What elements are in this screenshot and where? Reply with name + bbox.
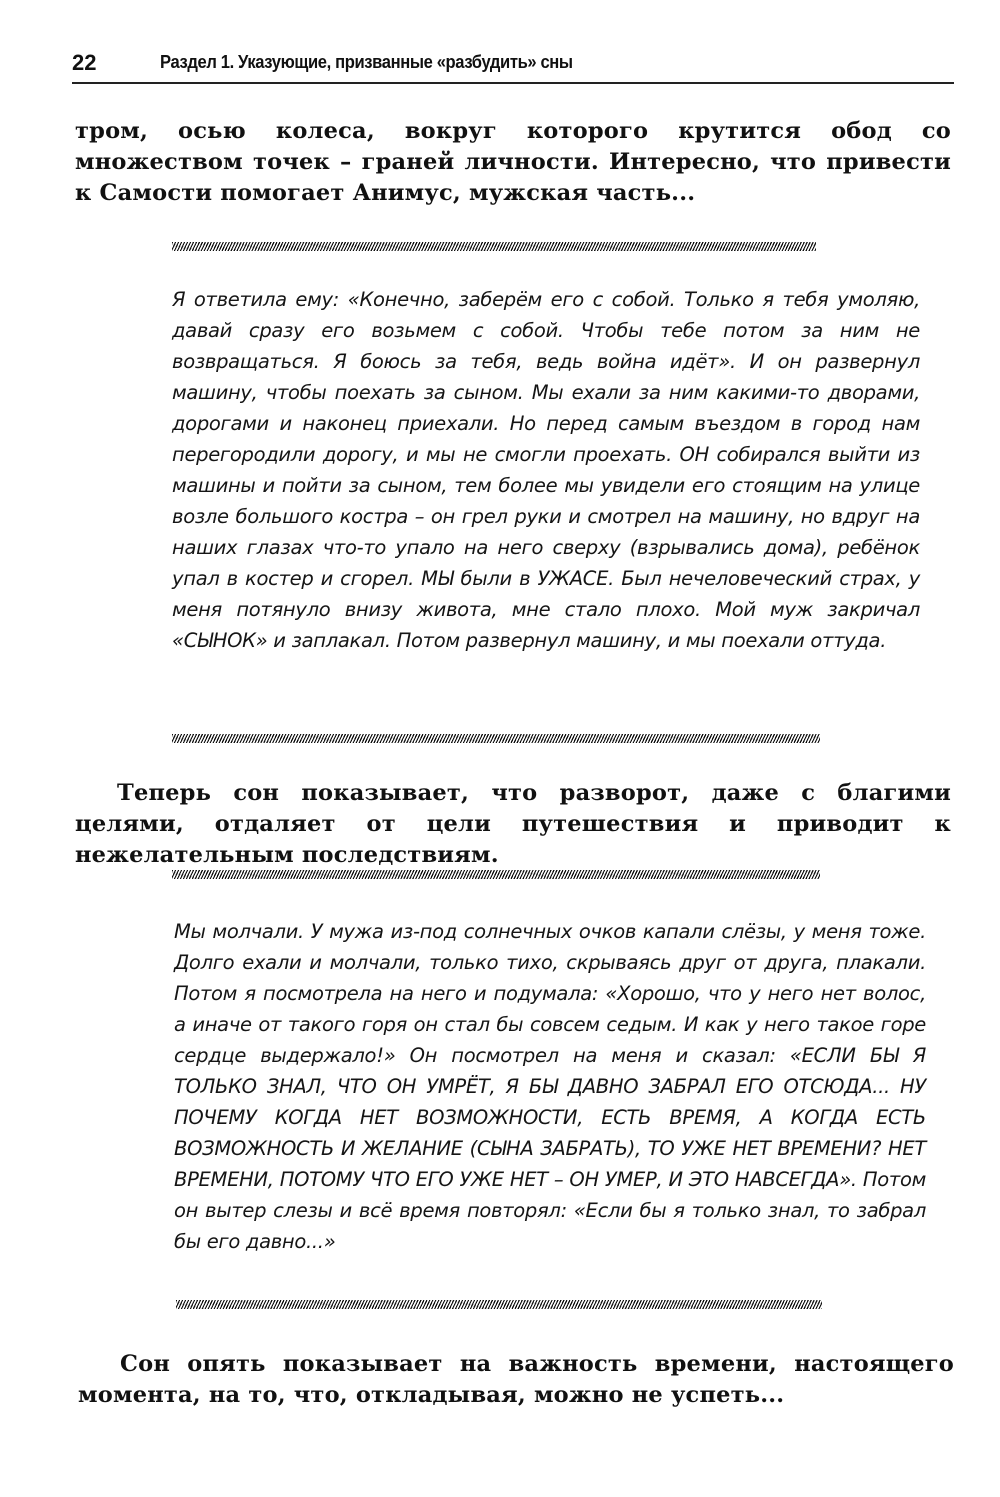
section-divider [172,734,820,743]
running-header [72,50,954,84]
dream-quote-2: Мы молчали. У мужа из-под солнечных очков капали слёзы, у меня тоже. Долго ехали и молчали, только тихо, скрываясь друг от друга, плакали. Потом я посмотрела на него и подумала: «Хорошо, что у него нет волос, а иначе от такого горя он стал бы совсем седым. И как у него такое горе сердце выдержало!» Он посмотрел на меня и сказал: «ЕСЛИ БЫ Я ТОЛЬКО ЗНАЛ, ЧТО ОН УМРЁТ, Я БЫ ДАВНО ЗАБРАЛ ЕГО ОТСЮДА... НУ ПОЧЕМУ КОГДА НЕТ ВОЗМОЖНОСТИ, ЕСТЬ ВРЕМЯ, А КОГДА ЕСТЬ ВОЗМОЖНОСТЬ И ЖЕЛАНИЕ (СЫНА ЗАБРАТЬ), ТО УЖЕ НЕТ ВРЕМЕНИ? НЕТ ВРЕМЕНИ, ПОТОМУ ЧТО ЕГО УЖЕ НЕТ – ОН УМЕР, И ЭТО НАВСЕГДА». Потом он вытер слезы и всё время повторял: «Если бы я только знал, то забрал бы его давно...» [174,920,926,1253]
section-divider [172,242,816,251]
section-divider [172,870,820,879]
comment-paragraph-2: Сон опять показывает на важность времени, настоящего момента, на то, что, откладывая, можно не успеть... [78,1351,954,1408]
dream-quote-1: Я ответила ему: «Конечно, заберём его с собой. Только я тебя умоляю, давай сразу его возьмем с собой. Чтобы тебе потом за ним не возвращаться. Я боюсь за тебя, ведь война идёт». И он развернул машину, чтобы поехать за сыном. Мы ехали за ним какими-то дворами, дорогами и наконец приехали. Но перед самым въездом в город нам перегородили дорогу, и мы не смогли проехать. ОН собирался выйти из машины и пойти за сыном, тем более мы увидели его стоящим на улице возле большого костра – он грел руки и смотрел на машину, но вдруг на наших глазах что-то упало на него сверху (взрывались дома), ребёнок упал в костер и сгорел. МЫ были в УЖАСЕ. Был нечеловеческий страх, у меня потянуло внизу живота, мне стало плохо. Мой муж закричал «СЫНОК» и заплакал. Потом развернул машину, и мы поехали оттуда. [172,288,920,652]
section-divider [176,1300,822,1309]
intro-paragraph: тром, осью колеса, вокруг которого крутится обод со множеством точек – граней личности. Интересно, что привести к Самости помогает Анимус, мужская часть... [75,118,951,206]
comment-paragraph-1: Теперь сон показывает, что разворот, даже с благими целями, отдаляет от цели путешествия и приводит к нежелательным последствиям. [75,780,951,868]
running-title: Раздел 1. Указующие, призванные «разбудить» сны [160,52,573,72]
page-number: 22 [72,50,97,75]
